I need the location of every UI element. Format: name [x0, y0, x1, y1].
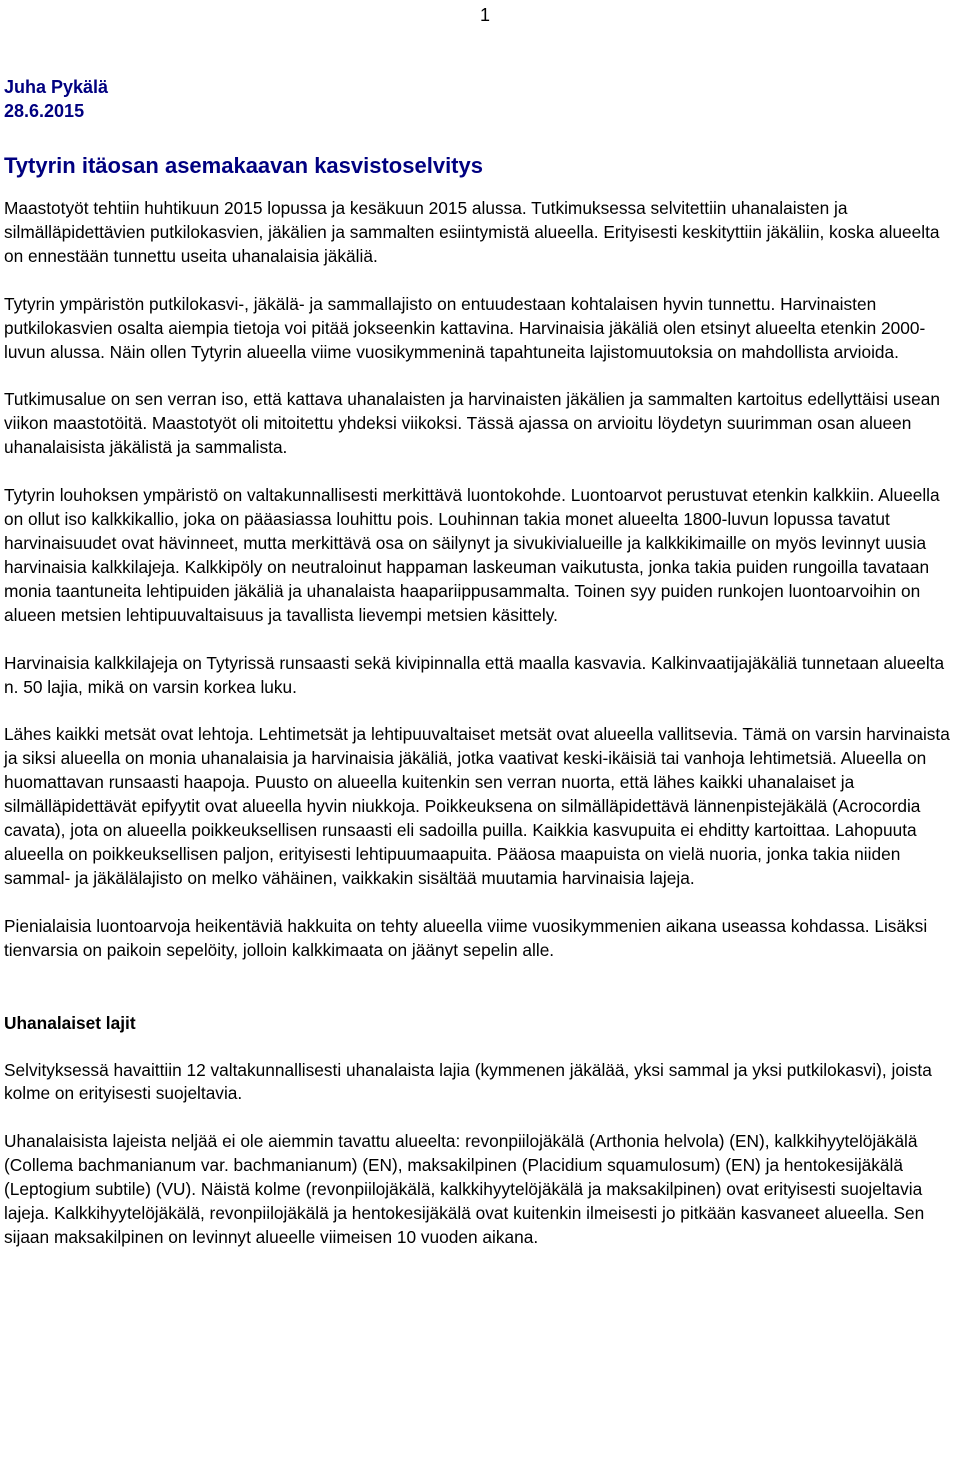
page-number: 1	[479, 5, 490, 25]
paragraph-threatened-summary: Selvityksessä havaittiin 12 valtakunnallisesti uhanalaista lajia (kymmenen jäkälää, yksi sammal ja yksi putkilokasvi), joista kolme on erityisesti suojeltavia.	[4, 1059, 932, 1104]
paragraph-prior-knowledge: Tytyrin ympäristön putkilokasvi-, jäkälä- ja sammallajisto on entuudestaan kohtalaisen hyvin tunnettu. Harvinaisten putkilokasvien osalta aiempia tietoja voi pitää jokseenkin kattavina. Harvinaisia jäkäliä olen etsinyt alueelta etenkin 2000-luvun alussa. Näin ollen Tytyrin alueella viime vuosikymmeninä tapahtuneita lajistomuutoksia on mahdollista arvioida.	[4, 293, 926, 362]
author-name: Juha Pykälä	[4, 77, 109, 97]
section-heading-threatened-species: Uhanalaiset lajit	[4, 1012, 136, 1033]
paragraph-calcareous-species: Harvinaisia kalkkilajeja on Tytyrissä runsaasti sekä kivipinnalla että maalla kasvavia. Kalkinvaatijajäkäliä tunnetaan alueelta n. 50 lajia, mikä on varsin korkea luku.	[4, 652, 945, 697]
paragraph-forests: Lähes kaikki metsät ovat lehtoja. Lehtimetsät ja lehtipuuvaltaiset metsät ovat alueella vallitsevia. Tämä on varsin harvinaista ja siksi alueella on monia uhanalaisia ja harvinaisia jäkäliä, jotka vaativat keski-ikäisiä tai vanhoja lehtimetsiä. Alueella on huomattavan runsaasti haapoja. Puusto on alueella kuitenkin sen verran nuorta, että lähes kaikki uhanalaiset ja silmälläpidettävät epifyytit ovat alueella hyvin niukkoja. Poikkeuksena on silmälläpidettävä lännenpistejäkälä (Acrocordia cavata), jota on alueella poikkeuksellisen runsaasti eli sadoilla puilla. Kaikkia kasvupuita ei ehditty kartoittaa. Lahopuuta alueella on poikkeuksellisen paljon, erityisesti lehtipuumaapuita. Pääosa maapuista on vielä nuoria, jonka takia niiden sammal- ja jäkälälajisto on melko vähäinen, vaikkakin sisältää muutamia harvinaisia lajeja.	[4, 724, 950, 888]
document-date: 28.6.2015	[4, 101, 85, 121]
paragraph-quarry: Tytyrin louhoksen ympäristö on valtakunnallisesti merkittävä luontokohde. Luontoarvot perustuvat etenkin kalkkiin. Alueella on ollut iso kalkkikallio, joka on pääasiassa louhittu pois. Louhinnan takia monet alueelta 1800-luvun lopussa tavatut harvinaisuudet ovat hävinneet, mutta merkittävä osa on säilynyt ja sivukivialueille ja kalkkikimaille on myös levinnyt uusia harvinaisia kalkkilajeja. Kalkkipöly on neutraloinut happaman laskeuman vaikutusta, jonka takia puiden rungoilla tavataan monia taantuneita lehtipuiden jäkäliä ja uhanalaista haapariippusammalta. Toinen syy puiden runkojen luontoarvoihin on alueen metsien lehtipuuvaltaisuus ja tavallista lievempi metsien käsittely.	[4, 485, 940, 625]
paragraph-logging: Pienialaisia luontoarvoja heikentäviä hakkuita on tehty alueella viime vuosikymmenien aikana useassa kohdassa. Lisäksi tienvarsia on paikoin sepelöity, jolloin kalkkimaata on jäänyt sepelin alle.	[4, 915, 928, 960]
document-title: Tytyrin itäosan asemakaavan kasvistoselvitys	[4, 153, 483, 178]
paragraph-new-threatened-species: Uhanalaisista lajeista neljää ei ole aiemmin tavattu alueelta: revonpiilojäkälä (Arthonia helvola) (EN), kalkkihyytelöjäkälä (Collema bachmanianum var. bachmanianum) (EN), maksakilpinen (Placidium squamulosum) (EN) ja hentokesijäkälä (Leptogium subtile) (VU). Näistä kolme (revonpiilojäkälä, kalkkihyytelöjäkälä ja maksakilpinen) ovat erityisesti suojeltavia lajeja. Kalkkihyytelöjäkälä, revonpiilojäkälä ja hentokesijäkälä ovat kuitenkin ilmeisesti jo pitkään kasvaneet alueella. Sen sijaan maksakilpinen on levinnyt alueelle viimeisen 10 vuoden aikana.	[4, 1131, 925, 1247]
paragraph-study-area: Tutkimusalue on sen verran iso, että kattava uhanalaisten ja harvinaisten jäkälien ja sammalten kartoitus edellyttäisi usean viikon maastotöitä. Maastotyöt oli mitoitettu yhdeksi viikoksi. Tässä ajassa on arvioitu löydetyn suurimman osan alueen uhanalaisista jäkälistä ja sammalista.	[4, 389, 940, 458]
paragraph-fieldwork: Maastotyöt tehtiin huhtikuun 2015 lopussa ja kesäkuun 2015 alussa. Tutkimuksessa selvitettiin uhanalaisten ja silmälläpidettävien putkilokasvien, jäkälien ja sammalten esiintymistä alueella. Erityisesti keskityttiin jäkäliin, koska alueelta on ennestään tunnettu useita uhanalaisia jäkäliä.	[4, 198, 940, 266]
document-content	[4, 75, 956, 1274]
